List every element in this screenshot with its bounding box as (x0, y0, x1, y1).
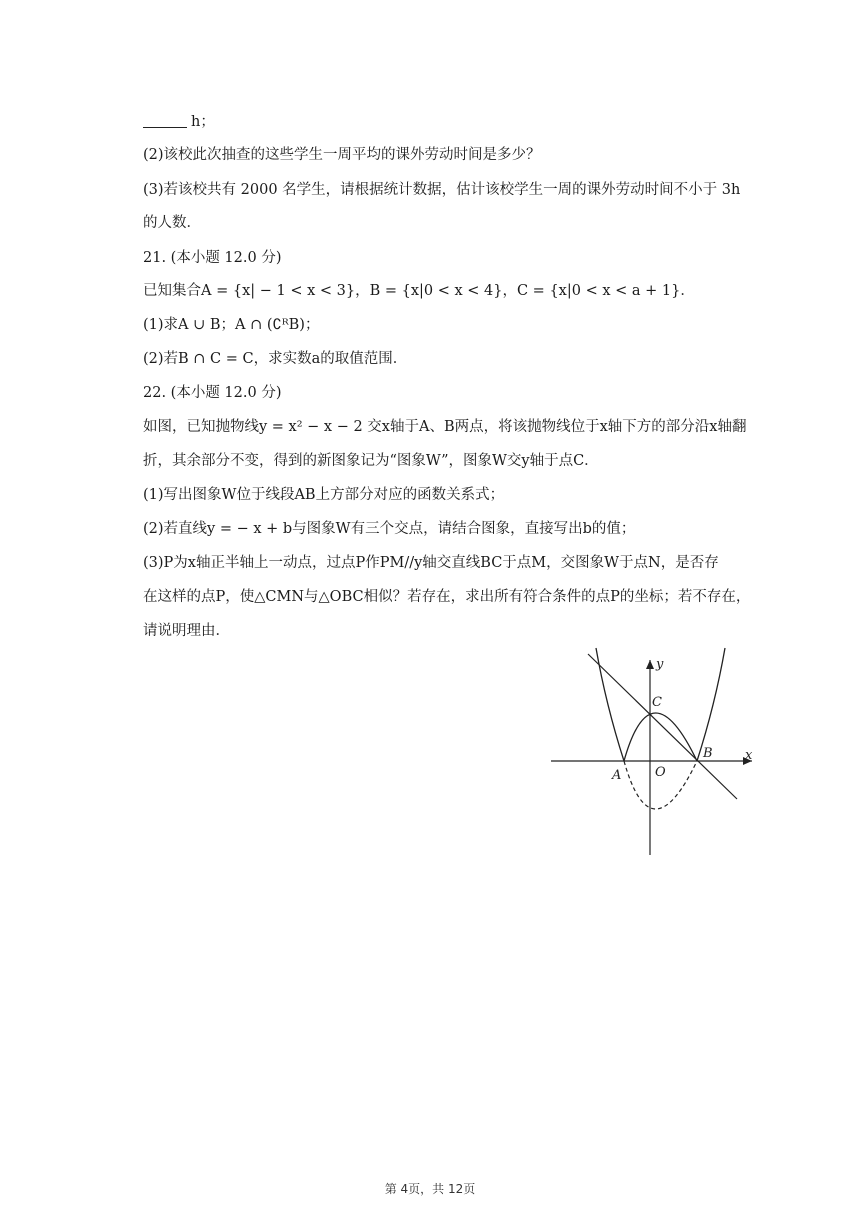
text-line-11: (1)写出图象W位于线段AB上方部分对应的函数关系式； (143, 487, 505, 503)
text-line-7: (2)若B ∩ C = C，求实数a的取值范围． (143, 351, 408, 367)
label-c: C (652, 695, 662, 710)
flipped-arch (624, 713, 697, 761)
question-22-header: 22. (本小题 12.0 分) (143, 385, 282, 401)
text-line-1: (2)该校此次抽查的这些学生一周平均的课外劳动时间是多少？ (143, 147, 541, 163)
answer-blank (143, 113, 187, 128)
text-line-3: 的人数． (143, 215, 201, 231)
parabola-figure (540, 640, 765, 865)
text-line-15: 请说明理由． (143, 623, 230, 639)
text-line-9: 如图，已知抛物线y = x² − x − 2 交x轴于A、B两点，将该抛物线位于x轴下方的部分沿x轴翻 (143, 419, 747, 435)
label-y: y (656, 657, 664, 672)
text-line-12: (2)若直线y = − x + b与图象W有三个交点，请结合图象，直接写出b的值； (143, 521, 636, 537)
text-line-13: (3)P为x轴正半轴上一动点，过点P作PM//y轴交直线BC于点M，交图象W于点N，是否存 (143, 555, 719, 571)
parabola-left-branch (596, 648, 624, 761)
label-x: x (745, 748, 753, 763)
text-line-2: (3)若该校共有 2000 名学生，请根据统计数据，估计该校学生一周的课外劳动时间不小于 3h (143, 182, 741, 198)
parabola-right-branch (697, 648, 725, 761)
text-line-6: (1)求A ∪ B；A ∩ (∁ᴿB)； (143, 317, 320, 333)
label-o: O (655, 765, 666, 780)
question-21-header: 21. (本小题 12.0 分) (143, 250, 282, 266)
y-axis-arrow-icon (646, 660, 654, 669)
text-line-10: 折，其余部分不变，得到的新图象记为“图象W”，图象W交y轴于点C． (143, 453, 599, 469)
page-footer: 第 4页，共 12页 (384, 1182, 476, 1196)
text-line-14: 在这样的点P，使△CMN与△OBC相似？若存在，求出所有符合条件的点P的坐标；若不存在， (143, 589, 751, 605)
label-b: B (703, 746, 713, 761)
label-a: A (612, 768, 622, 783)
text-line-0: h； (143, 112, 760, 132)
text-line-5: 已知集合A = {x| − 1 < x < 3}，B = {x|0 < x < 4}，C = {x|0 < x < a + 1}． (143, 283, 695, 299)
